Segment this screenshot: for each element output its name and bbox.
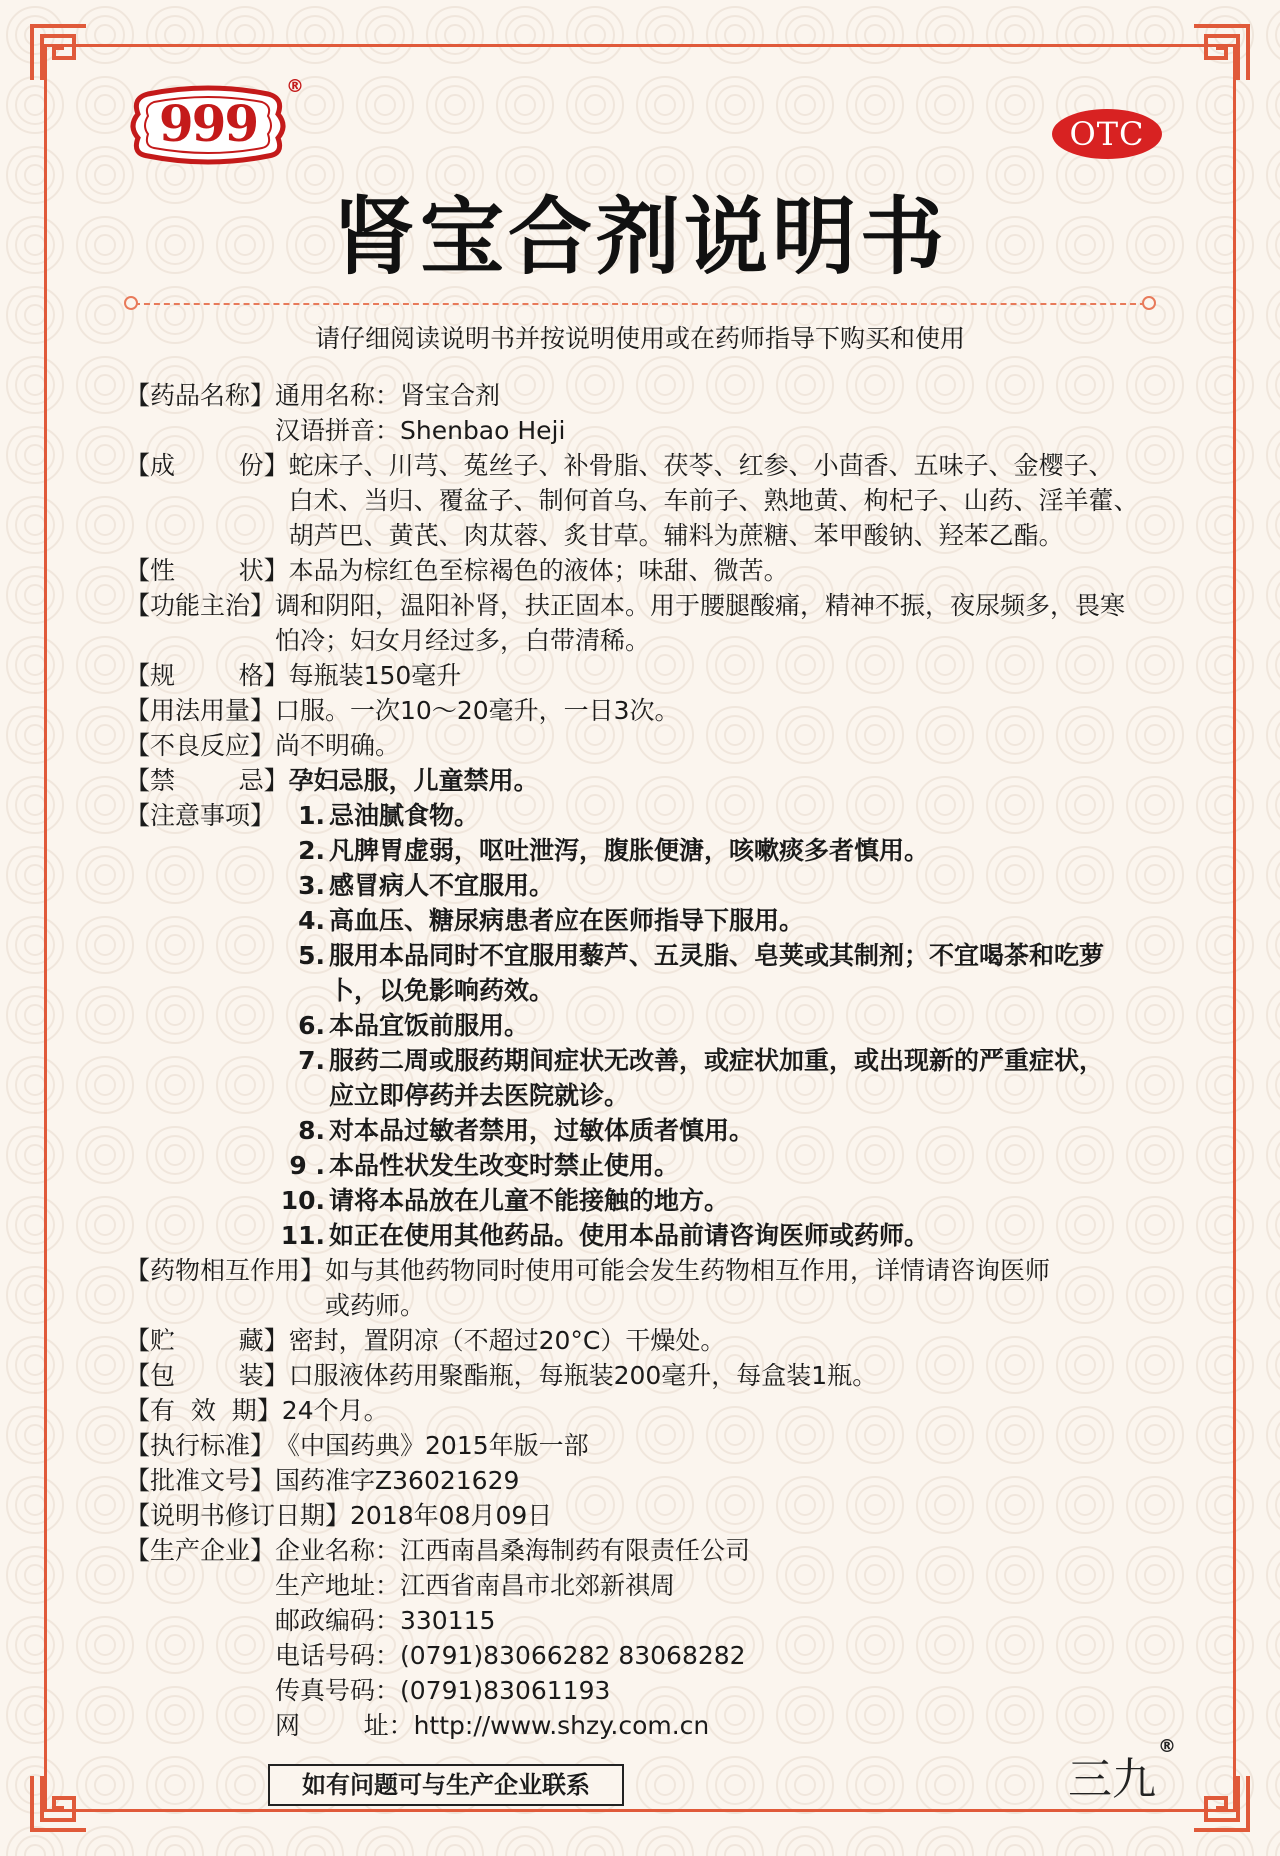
contraindications-text: 孕妇忌服，儿童禁用。 — [288, 766, 539, 795]
otc-badge: OTC — [1052, 109, 1162, 159]
precaution-text: 应立即停药并去医院就诊。 — [329, 1081, 630, 1110]
section-label: 【执行标准】 — [125, 1431, 276, 1460]
precaution-number: 10. — [280, 1186, 326, 1215]
section-storage — [125, 1323, 1175, 1358]
section-label: 【不良反应】 — [125, 731, 276, 760]
section-label: 【药物相互作用】 — [125, 1256, 326, 1285]
precaution-text: 本品性状发生改变时禁止使用。 — [329, 1151, 680, 1180]
ingredients-line: 白术、当归、覆盆子、制何首乌、车前子、熟地黄、枸杞子、山药、淫羊藿、 — [288, 486, 1139, 515]
revision-date: 2018年08月09日 — [350, 1501, 553, 1530]
divider-end-dot — [124, 296, 138, 310]
precaution-text: 凡脾胃虚弱，呕吐泄泻，腹胀便溏，咳嗽痰多者慎用。 — [329, 836, 930, 865]
corner-ornament-top-right — [1190, 22, 1252, 84]
production-address: 生产地址：江西省南昌市北郊新祺周 — [275, 1571, 676, 1600]
precaution-item — [275, 833, 1175, 868]
precaution-item — [275, 938, 1175, 1008]
specification-text: 每瓶装150毫升 — [288, 661, 462, 690]
precaution-number: 2. — [298, 836, 326, 865]
approval-number: 国药准字Z36021629 — [275, 1466, 520, 1495]
precaution-text: 如正在使用其他药品。使用本品前请咨询医师或药师。 — [329, 1221, 930, 1250]
section-label: 【功能主治】 — [125, 591, 276, 620]
section-specification — [125, 658, 1175, 693]
ingredients-line: 蛇床子、川芎、菟丝子、补骨脂、茯苓、红参、小茴香、五味子、金樱子、 — [288, 451, 1114, 480]
interactions-line: 或药师。 — [325, 1291, 426, 1320]
precaution-number: 7. — [298, 1046, 326, 1075]
precaution-text: 请将本品放在儿童不能接触的地方。 — [329, 1186, 730, 1215]
precaution-text: 感冒病人不宜服用。 — [329, 871, 555, 900]
dosage-text: 口服。一次10～20毫升，一日3次。 — [275, 696, 680, 725]
section-dosage — [125, 693, 1175, 728]
leaflet-body — [125, 378, 1175, 1743]
section-expiry — [125, 1393, 1175, 1428]
section-label: 【有 效 期】 — [125, 1396, 282, 1425]
precaution-item — [275, 1008, 1175, 1043]
precaution-item — [275, 1113, 1175, 1148]
precaution-text: 对本品过敏者禁用，过敏体质者慎用。 — [329, 1116, 755, 1145]
section-label: 【成 份】 — [125, 451, 289, 480]
precaution-text: 卜，以免影响药效。 — [329, 976, 555, 1005]
section-manufacturer — [125, 1533, 1175, 1568]
pinyin-name: 汉语拼音：Shenbao Heji — [275, 416, 566, 445]
generic-name: 通用名称：肾宝合剂 — [275, 381, 501, 410]
precaution-number: 1. — [298, 801, 326, 830]
section-label: 【用法用量】 — [125, 696, 276, 725]
section-label: 【批准文号】 — [125, 1466, 276, 1495]
precaution-item — [275, 903, 1175, 938]
interactions-line: 如与其他药物同时使用可能会发生药物相互作用，详情请咨询医师 — [325, 1256, 1051, 1285]
ingredients-line: 胡芦巴、黄芪、肉苁蓉、炙甘草。辅料为蔗糖、苯甲酸钠、羟苯乙酯。 — [288, 521, 1064, 550]
corner-ornament-top-left — [28, 22, 90, 84]
section-label: 【说明书修订日期】 — [125, 1501, 351, 1530]
indications-line: 调和阴阳，温阳补肾，扶正固本。用于腰腿酸痛，精神不振，夜尿频多，畏寒 — [275, 591, 1126, 620]
precaution-text: 高血压、糖尿病患者应在医师指导下服用。 — [329, 906, 805, 935]
section-interactions — [125, 1253, 1175, 1323]
adverse-text: 尚不明确。 — [275, 731, 401, 760]
divider-end-dot — [1142, 296, 1156, 310]
package-text: 口服液体药用聚酯瓶，每瓶装200毫升，每盒装1瓶。 — [288, 1361, 878, 1390]
section-drug-name — [125, 378, 1175, 413]
corner-ornament-bottom-right — [1190, 1772, 1252, 1834]
section-label: 【生产企业】 — [125, 1536, 276, 1565]
precaution-number: 5. — [298, 941, 326, 970]
section-indications — [125, 588, 1175, 658]
section-description — [125, 553, 1175, 588]
section-label: 【禁 忌】 — [125, 766, 289, 795]
section-label: 【包 装】 — [125, 1361, 289, 1390]
fax-number: 传真号码：(0791)83061193 — [275, 1676, 611, 1705]
document-title: 肾宝合剂说明书 — [331, 188, 948, 286]
phone-number: 电话号码：(0791)83066282 83068282 — [275, 1641, 746, 1670]
indications-line: 怕冷；妇女月经过多，白带清稀。 — [275, 626, 651, 655]
expiry-text: 24个月。 — [281, 1396, 389, 1425]
contact-manufacturer-box: 如有问题可与生产企业联系 — [268, 1764, 624, 1806]
description-text: 本品为棕红色至棕褐色的液体；味甜、微苦。 — [288, 556, 789, 585]
precaution-number: 11. — [280, 1221, 326, 1250]
section-label: 【贮 藏】 — [125, 1326, 289, 1355]
section-approval — [125, 1463, 1175, 1498]
section-ingredients — [125, 448, 1175, 553]
precaution-text: 忌油腻食物。 — [329, 801, 480, 830]
precaution-text: 服药二周或服药期间症状无改善，或症状加重，或出现新的严重症状， — [329, 1046, 1105, 1075]
section-package — [125, 1358, 1175, 1393]
precaution-item — [275, 1218, 1175, 1253]
section-revision-date — [125, 1498, 1175, 1533]
postal-code: 邮政编码：330115 — [275, 1606, 496, 1635]
precaution-item — [275, 798, 1175, 833]
section-label: 【规 格】 — [125, 661, 289, 690]
precaution-number: 6. — [298, 1011, 326, 1040]
precaution-text: 服用本品同时不宜服用藜芦、五灵脂、皂荚或其制剂；不宜喝茶和吃萝 — [329, 941, 1105, 970]
precaution-item — [275, 1043, 1175, 1113]
brand-mark-sanjiu: 三九 — [1068, 1754, 1156, 1805]
corner-ornament-bottom-left — [28, 1772, 90, 1834]
website: 网 址：http://www.shzy.com.cn — [275, 1711, 710, 1740]
registered-mark: ® — [286, 76, 304, 97]
precaution-number: 9 . — [289, 1151, 326, 1180]
precaution-item — [275, 1148, 1175, 1183]
section-label: 【药品名称】 — [125, 381, 276, 410]
precaution-number: 8. — [298, 1116, 326, 1145]
section-adverse-reactions — [125, 728, 1175, 763]
brand-registered-mark: ® — [1158, 1736, 1176, 1757]
precaution-number: 4. — [298, 906, 326, 935]
precaution-item — [275, 868, 1175, 903]
company-name: 企业名称：江西南昌桑海制药有限责任公司 — [275, 1536, 751, 1565]
title-divider — [134, 303, 1146, 305]
section-standard — [125, 1428, 1175, 1463]
section-precautions — [125, 798, 1175, 1253]
storage-text: 密封，置阴凉（不超过20°C）干燥处。 — [288, 1326, 726, 1355]
section-label: 【注意事项】 — [125, 801, 276, 830]
precaution-text: 本品宜饭前服用。 — [329, 1011, 530, 1040]
logo-text: 999 — [158, 94, 258, 153]
precaution-item — [275, 1183, 1175, 1218]
section-label: 【性 状】 — [125, 556, 289, 585]
standard-text: 《中国药典》2015年版一部 — [275, 1431, 589, 1460]
instruction-subtitle: 请仔细阅读说明书并按说明使用或在药师指导下购买和使用 — [314, 324, 965, 353]
precaution-number: 3. — [298, 871, 326, 900]
precautions-list — [275, 798, 1175, 1253]
section-contraindications — [125, 763, 1175, 798]
